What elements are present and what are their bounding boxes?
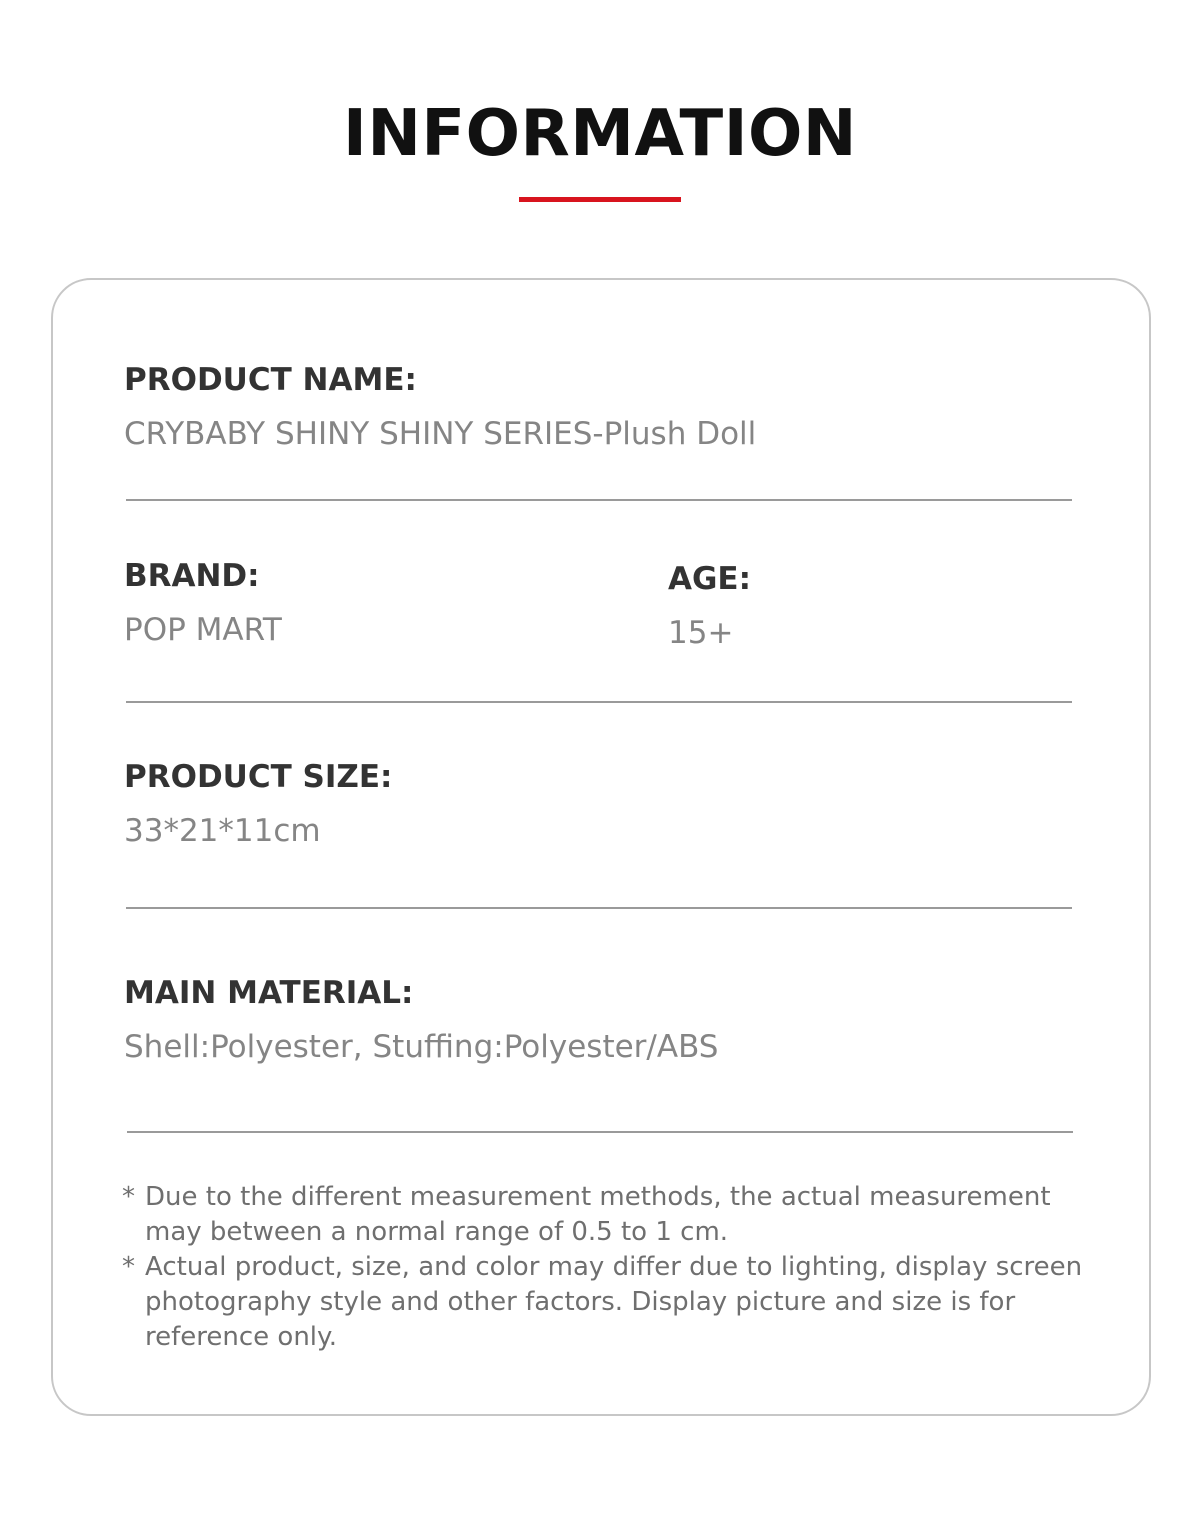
note-asterisk: * [122,1182,135,1212]
product-size-label: PRODUCT SIZE: [124,759,393,795]
page-title: INFORMATION [343,97,857,171]
divider [126,907,1072,909]
divider [126,499,1072,501]
main-material-label: MAIN MATERIAL: [124,975,414,1011]
note-disclaimer [122,1250,1092,1355]
divider [126,701,1072,703]
brand-value: POP MART [124,612,282,648]
age-value: 15+ [668,615,734,651]
product-size-value: 33*21*11cm [124,813,321,849]
note-text: Actual product, size, and color may differ due to lighting, display screen photography style and other factors. Display picture and size is for reference only. [145,1252,1083,1352]
title-accent-bar [519,197,681,202]
divider [127,1131,1073,1133]
age-label: AGE: [668,561,752,597]
note-text: Due to the different measurement methods, the actual measurement may between a normal range of 0.5 to 1 cm. [145,1182,1051,1247]
note-asterisk: * [122,1252,135,1282]
brand-label: BRAND: [124,558,260,594]
note-measurement [122,1180,1092,1250]
product-name-value: CRYBABY SHINY SHINY SERIES-Plush Doll [124,416,757,452]
main-material-value: Shell:Polyester, Stuffing:Polyester/ABS [124,1029,719,1065]
product-name-label: PRODUCT NAME: [124,362,417,398]
